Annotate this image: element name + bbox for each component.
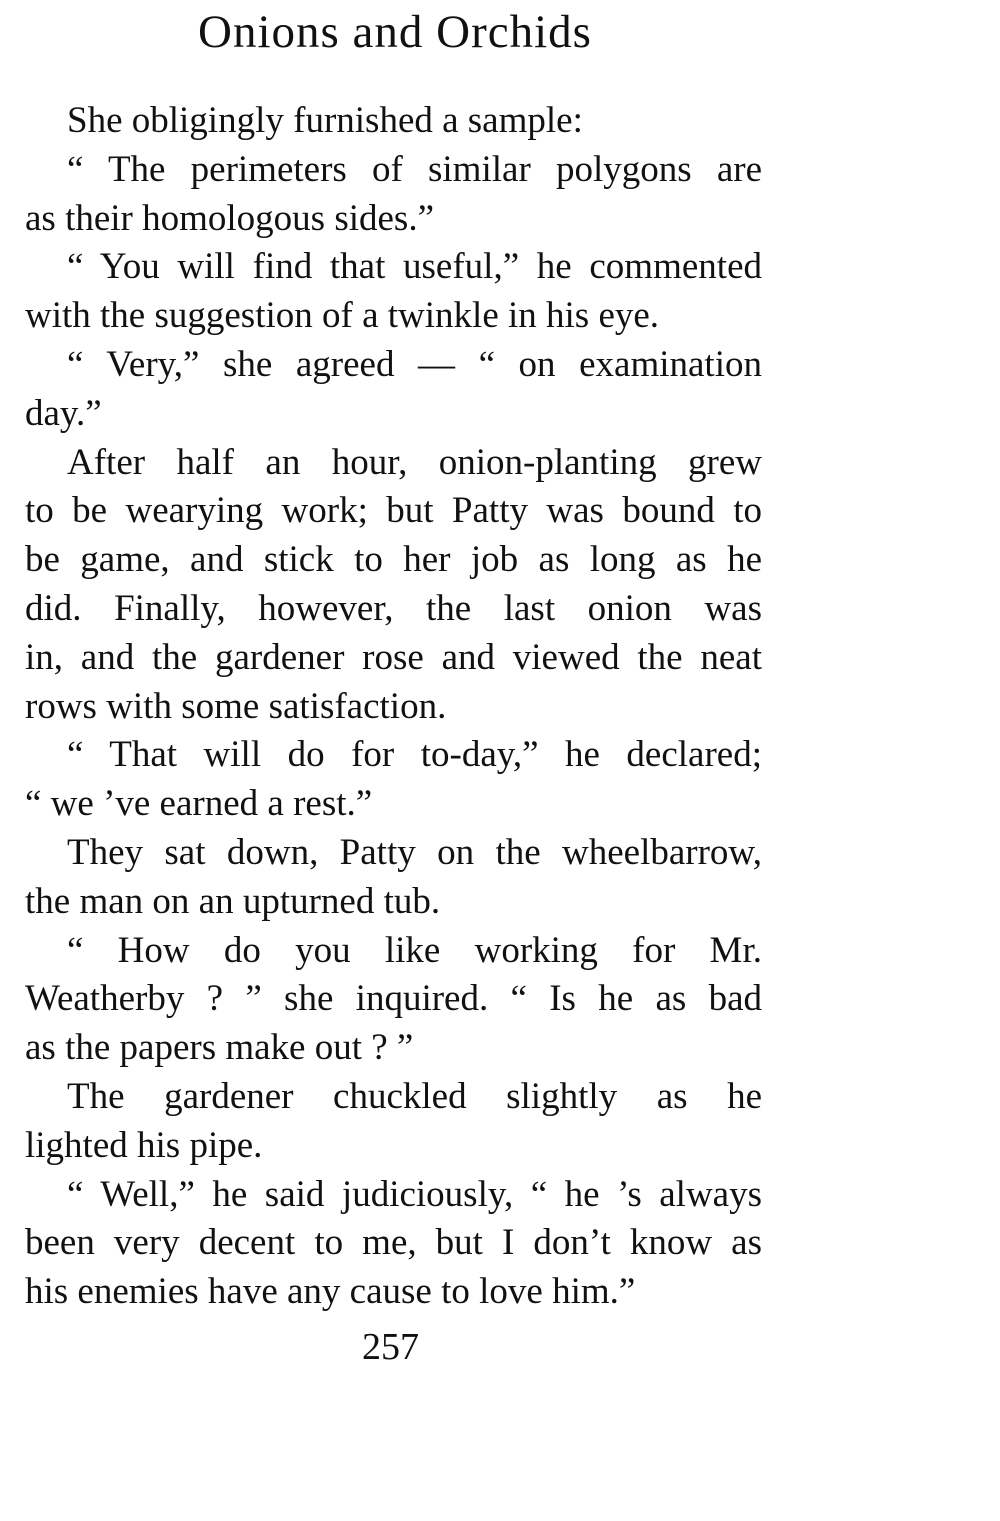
page-number: 257: [362, 1326, 419, 1368]
running-title: Onions and Orchids: [198, 6, 592, 58]
text-line: lighted his pipe.: [25, 1124, 263, 1166]
text-line: “ we ’ve earned a rest.”: [25, 783, 373, 825]
text-line: “ That will do for to-day,” he declared;: [67, 734, 762, 776]
text-line: with the suggestion of a twinkle in his eye.: [25, 295, 660, 337]
text-line: day.”: [25, 392, 102, 434]
text-line: did. Finally, however, the last onion was: [25, 587, 762, 629]
text-line: Weatherby ? ” she inquired. “ Is he as bad: [25, 978, 762, 1020]
text-line: the man on an upturned tub.: [25, 880, 441, 922]
text-line: as their homologous sides.”: [25, 197, 435, 239]
text-line: “ Well,” he said judiciously, “ he ’s always: [67, 1173, 762, 1215]
body-text: [25, 97, 762, 1317]
text-line: his enemies have any cause to love him.”: [25, 1271, 636, 1313]
text-line: rows with some satisfaction.: [25, 685, 447, 727]
text-line: “ How do you like working for Mr.: [67, 929, 762, 971]
text-line: to be wearying work; but Patty was bound to: [25, 490, 762, 532]
text-line: “ Very,” she agreed — “ on examination: [67, 343, 762, 385]
text-line: be game, and stick to her job as long as he: [25, 539, 762, 581]
text-line: They sat down, Patty on the wheelbarrow,: [67, 831, 762, 873]
text-line: as the papers make out ? ”: [25, 1027, 414, 1069]
text-line: The gardener chuckled slightly as he: [67, 1075, 762, 1117]
text-line: in, and the gardener rose and viewed the neat: [25, 636, 762, 678]
text-line: After half an hour, onion-planting grew: [67, 441, 762, 483]
text-line: been very decent to me, but I don’t know as: [25, 1222, 762, 1264]
text-line: She obligingly furnished a sample:: [67, 100, 583, 141]
text-line: “ The perimeters of similar polygons are: [67, 148, 762, 190]
text-line: “ You will find that useful,” he commented: [67, 246, 762, 288]
